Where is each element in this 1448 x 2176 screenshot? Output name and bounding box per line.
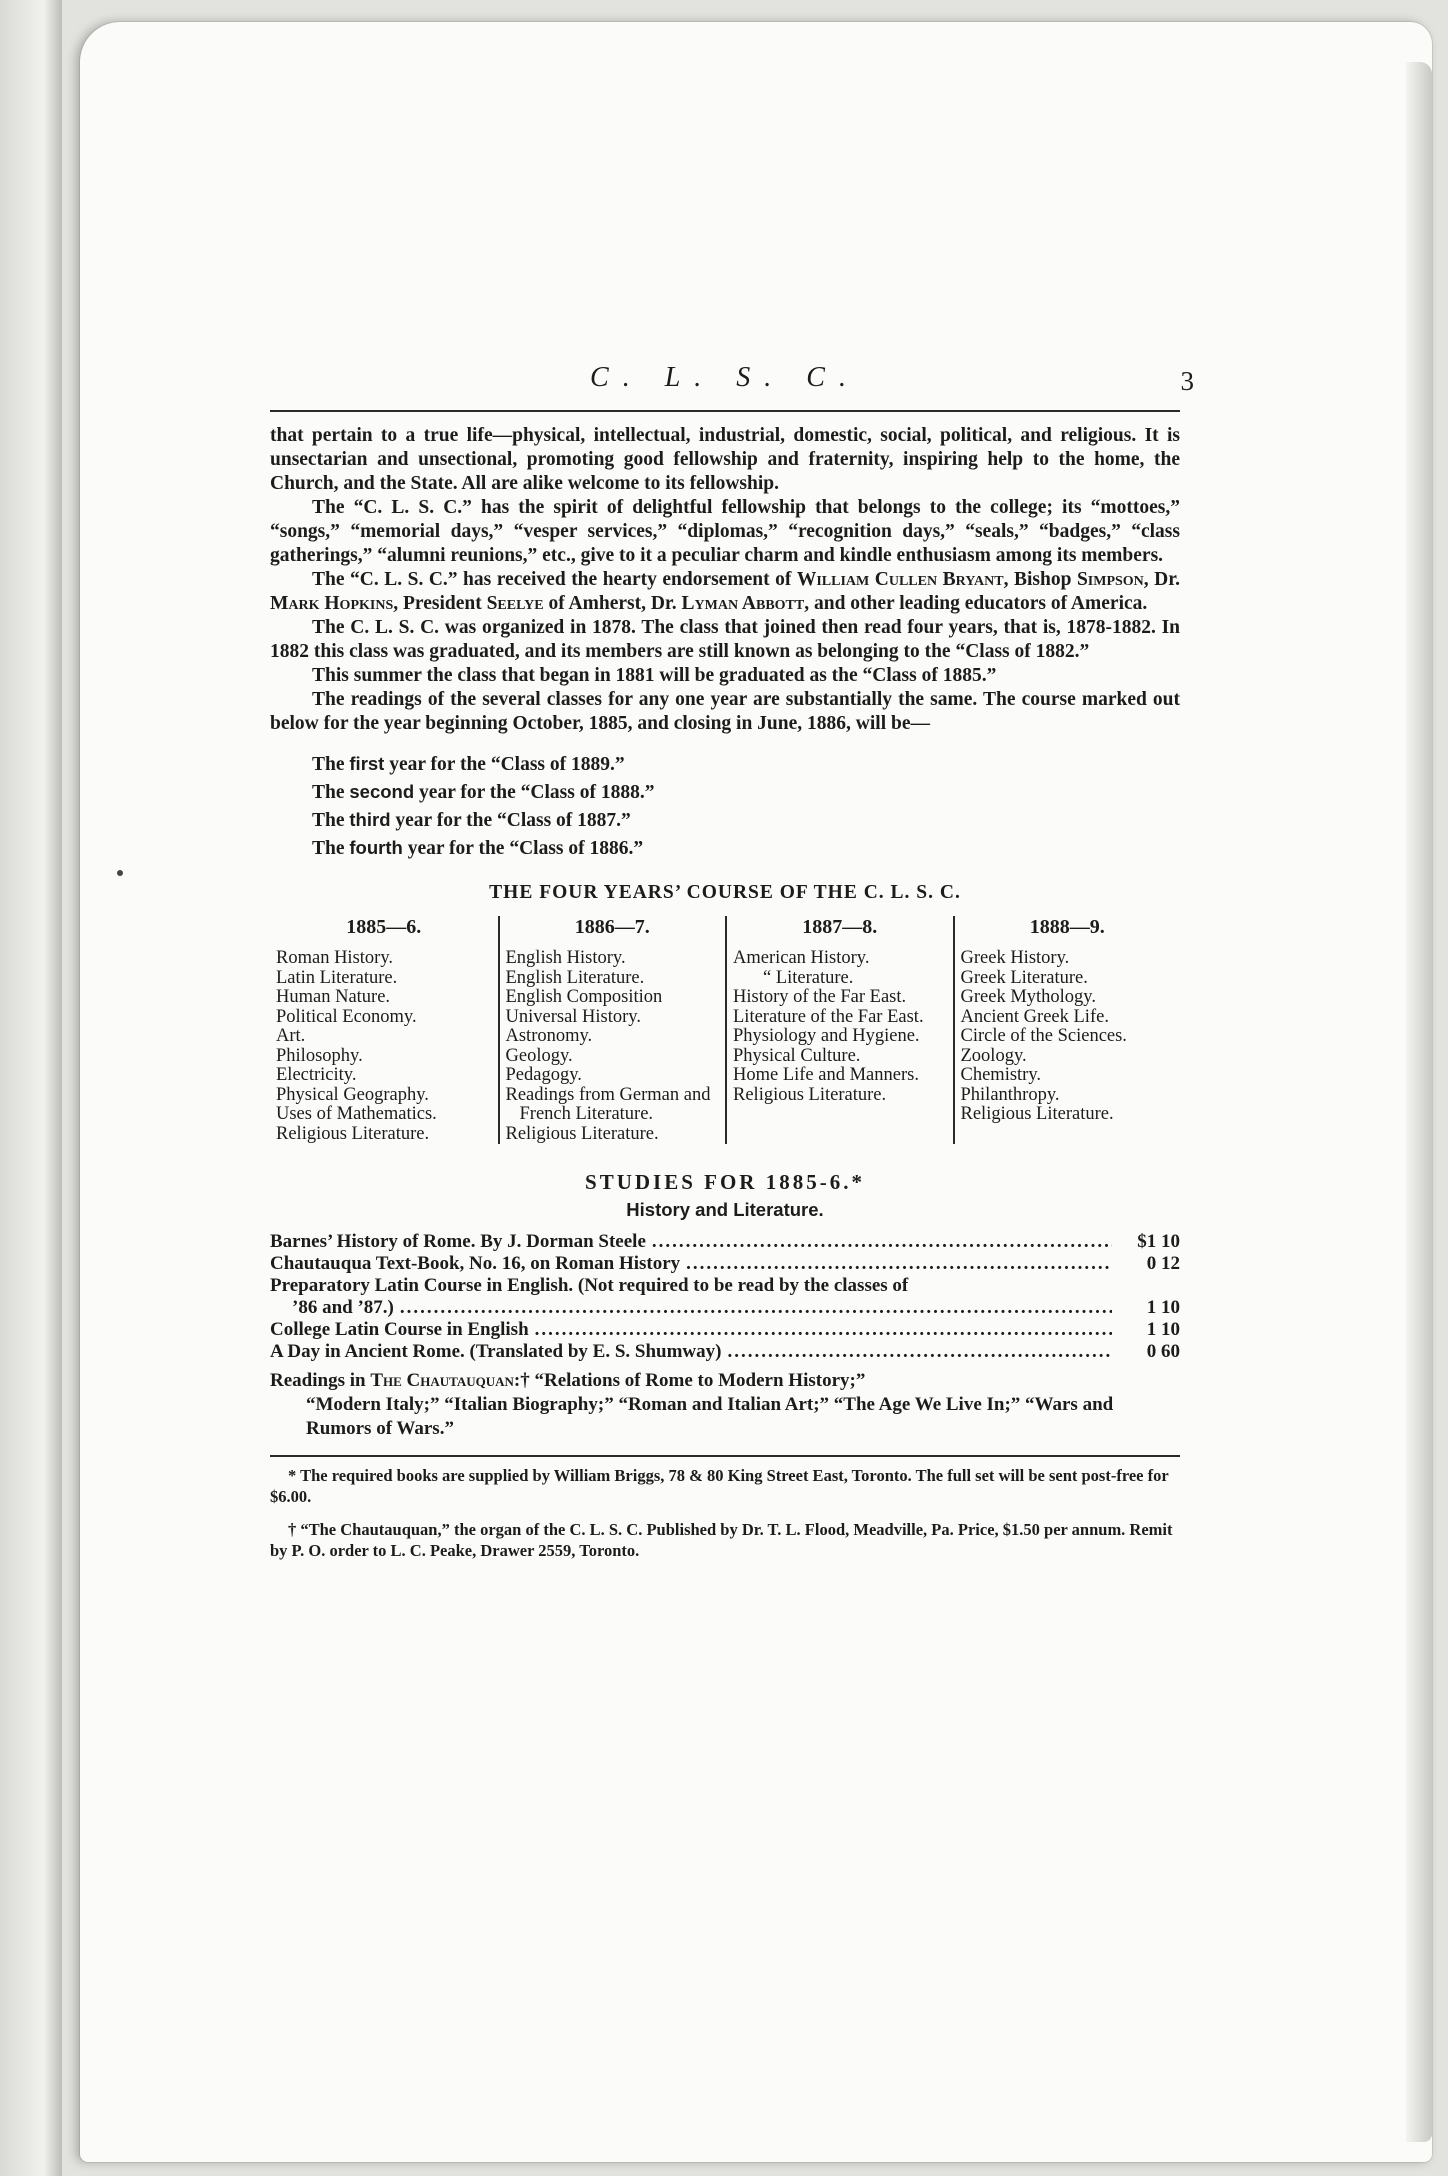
year-ordinal: second: [349, 781, 415, 802]
footnote-divider: [270, 1455, 1180, 1457]
intro-paragraph-5: This summer the class that began in 1881 will be graduated as the “Class of 1885.”: [312, 665, 997, 686]
book-entry: [270, 1319, 1180, 1341]
course-year-heading: 1886—7.: [574, 916, 650, 938]
book-entry: [270, 1341, 1180, 1363]
course-subject: Chemistry.: [960, 1065, 1042, 1085]
page-stack-edge: [1406, 62, 1432, 2142]
course-subject: Latin Literature.: [276, 967, 398, 988]
endorsement-sep-1: , Bishop: [1003, 569, 1077, 590]
studies-subtitle: History and Literature.: [626, 1199, 824, 1220]
course-subject: Religious Literature.: [505, 1123, 659, 1144]
readings-lead: Readings in: [270, 1370, 371, 1391]
course-subject: Electricity.: [276, 1065, 357, 1085]
readings-topics: :† “Relations of Rome to Modern History;”: [513, 1370, 866, 1391]
course-column-1885: [270, 916, 498, 1144]
course-subject: English Literature.: [505, 967, 645, 988]
course-subject: Roman History.: [276, 948, 393, 968]
book-title: A Day in Ancient Rome. (Translated by E. S. Shumway): [270, 1341, 722, 1362]
endorser-hopkins: Mark Hopkins: [270, 593, 394, 614]
year-item-rest: year for the “Class of 1888.”: [414, 782, 655, 803]
course-subject: “ Literature.: [763, 967, 854, 988]
endorser-simpson: Simpson: [1076, 569, 1144, 590]
course-subject: Philanthropy.: [960, 1084, 1060, 1105]
course-subject: Circle of the Sciences.: [960, 1026, 1127, 1046]
course-subject: Ancient Greek Life.: [960, 1006, 1109, 1027]
book-price: $1 10: [1137, 1231, 1180, 1252]
book-title-continued-line: [270, 1297, 1180, 1319]
course-subject: Greek Mythology.: [960, 987, 1096, 1007]
class-year-item: [312, 834, 1180, 862]
course-subject: Astronomy.: [505, 1026, 593, 1046]
footnote-books: * The required books are supplied by William Briggs, 78 & 80 King Street East, Toronto. The full set will be sent post-free for $6.00.: [270, 1466, 1169, 1506]
course-year-heading: 1888—9.: [1029, 916, 1105, 938]
course-subject: Religious Literature.: [960, 1104, 1114, 1124]
endorsement-sep-3: , President: [393, 593, 487, 614]
endorsement-sep-4: of Amherst, Dr.: [543, 593, 682, 614]
year-item-rest: year for the “Class of 1886.”: [402, 838, 644, 859]
course-subject: Pedagogy.: [505, 1065, 582, 1085]
course-subject: Greek History.: [960, 948, 1070, 968]
page-number: 3: [1180, 366, 1194, 396]
book-title-continued: ’86 and ’87.): [292, 1297, 394, 1318]
course-subject: English History.: [505, 948, 626, 968]
page-content: [270, 362, 1194, 1561]
dot-leader: [400, 1297, 1112, 1319]
footnote-chautauquan: † “The Chautauquan,” the organ of the C. L. S. C. Published by Dr. T. L. Flood, Meadville, Pa. Price, $1.50 per annum. Remit by P. O. order to L. C. Peake, Drawer 2559, Toronto.: [270, 1520, 1173, 1560]
book-price: 0 12: [1146, 1253, 1180, 1274]
four-year-course-table: [270, 916, 1180, 1144]
course-subject: Philosophy.: [276, 1045, 363, 1066]
book-price: 0 60: [1146, 1341, 1180, 1362]
endorsement-sep-2: , Dr.: [1143, 569, 1181, 590]
course-column-1888: [953, 916, 1181, 1144]
dot-leader: [727, 1341, 1112, 1363]
course-column-1887: [725, 916, 953, 1144]
course-subject: Religious Literature.: [733, 1084, 887, 1105]
course-year-heading: 1885—6.: [346, 916, 422, 938]
course-subject: Physical Geography.: [276, 1084, 429, 1105]
course-subject: History of the Far East.: [733, 987, 907, 1007]
chautauquan-readings: [270, 1369, 1180, 1441]
running-header: [270, 362, 1194, 412]
course-subject: Home Life and Manners.: [733, 1065, 919, 1085]
course-subject: Greek Literature.: [960, 967, 1088, 988]
dot-leader: [652, 1231, 1112, 1253]
ink-speck: [117, 870, 123, 876]
course-subject: English Composition: [505, 987, 663, 1007]
year-ordinal: third: [349, 809, 391, 830]
course-title: THE FOUR YEARS’ COURSE OF THE C. L. S. C.: [489, 882, 961, 903]
year-ordinal: first: [349, 753, 385, 774]
course-subject: Zoology.: [960, 1045, 1027, 1066]
course-column-1886: [498, 916, 726, 1144]
course-subject: Physiology and Hygiene.: [733, 1026, 920, 1046]
intro-paragraph-4: The C. L. S. C. was organized in 1878. The class that joined then read four years, that is, 1878-1882. In 1882 this class was graduated, and its members are still known as belonging to the “Class of 1882.”: [270, 617, 1180, 662]
year-item-rest: year for the “Class of 1889.”: [384, 754, 625, 775]
endorsement-tail: , and other leading educators of America.: [804, 593, 1148, 614]
book-page: [80, 22, 1432, 2162]
dot-leader: [535, 1319, 1112, 1341]
endorsement-lead: The “C. L. S. C.” has received the hearty endorsement of: [312, 569, 797, 590]
year-item-lead: The: [312, 782, 350, 803]
endorser-seelye: Seelye: [486, 593, 544, 614]
course-subject: Readings from German and French Literature.: [505, 1084, 711, 1124]
book-title: Preparatory Latin Course in English. (Not required to be read by the classes of: [270, 1275, 909, 1296]
endorser-bryant: William Cullen Bryant: [796, 569, 1004, 590]
course-subject: Human Nature.: [276, 987, 391, 1007]
course-year-heading: 1887—8.: [802, 916, 878, 938]
book-title: Chautauqua Text-Book, No. 16, on Roman History: [270, 1253, 681, 1274]
book-title: Barnes’ History of Rome. By J. Dorman Steele: [270, 1231, 646, 1252]
course-subject: Religious Literature.: [276, 1123, 430, 1144]
book-entry: [270, 1253, 1180, 1275]
journal-name: The Chautauquan: [370, 1370, 514, 1391]
year-ordinal: fourth: [349, 837, 403, 858]
year-item-rest: year for the “Class of 1887.”: [390, 810, 631, 831]
course-subject: American History.: [733, 948, 870, 968]
readings-line-2: “Modern Italy;” “Italian Biography;” “Roman and Italian Art;” “The Age We Live In;” “Wars and Rumors of Wars.”: [306, 1394, 1114, 1439]
course-subject: Uses of Mathematics.: [276, 1104, 437, 1124]
book-entry: [270, 1231, 1180, 1253]
intro-paragraph-1: that pertain to a true life—physical, intellectual, industrial, domestic, social, political, and religious. It is unsectarian and unsectional, promoting good fellowship and fraternity, inspiring help to the home, the Church, and the State. All are alike welcome to its fellowship.: [270, 425, 1180, 494]
intro-paragraph-3: [270, 568, 1180, 616]
class-year-item: [312, 778, 1180, 806]
readings-line-1: [270, 1369, 1180, 1393]
adjacent-page-edge: [0, 0, 62, 2176]
book-title: College Latin Course in English: [270, 1319, 529, 1340]
intro-paragraph-6: The readings of the several classes for any one year are substantially the same. The course marked out below for the year beginning October, 1885, and closing in June, 1886, will be—: [270, 689, 1180, 734]
endorser-abbott: Lyman Abbott: [681, 593, 805, 614]
class-year-item: [312, 806, 1180, 834]
class-year-list: [312, 750, 1180, 862]
year-item-lead: The: [312, 838, 350, 859]
course-subject: Geology.: [505, 1045, 573, 1066]
course-subject: Art.: [276, 1026, 306, 1046]
year-item-lead: The: [312, 754, 350, 775]
required-books-list: [270, 1231, 1180, 1363]
book-price: 1 10: [1146, 1297, 1180, 1318]
course-subject: Literature of the Far East.: [733, 1006, 924, 1027]
course-subject: Universal History.: [505, 1006, 641, 1027]
running-title: C. L. S. C.: [590, 362, 860, 393]
year-item-lead: The: [312, 810, 350, 831]
class-year-item: [312, 750, 1180, 778]
book-entry: [270, 1275, 1180, 1319]
course-subject: Physical Culture.: [733, 1045, 861, 1066]
dot-leader: [686, 1253, 1112, 1275]
intro-paragraph-2: The “C. L. S. C.” has the spirit of delightful fellowship that belongs to the college; its “mottoes,” “songs,” “memorial days,” “vesper services,” “diplomas,” “recognition days,” “seals,” “badges,” “class gatherings,” “alumni reunions,” etc., give to it a peculiar charm and kindle enthusiasm among its members.: [270, 497, 1180, 566]
course-subject: Political Economy.: [276, 1006, 417, 1027]
studies-title: STUDIES FOR 1885-6.*: [585, 1170, 865, 1194]
book-price: 1 10: [1146, 1319, 1180, 1340]
